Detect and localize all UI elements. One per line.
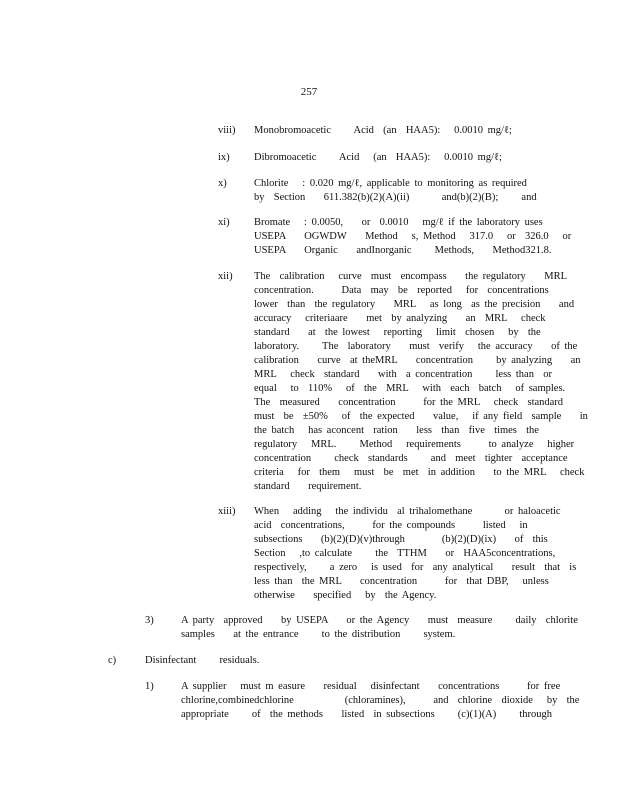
text-line: USEPA OGWDW Method s, Method 317.0 or 326.0 or xyxy=(254,231,572,242)
item-label: xii) xyxy=(218,271,233,282)
text-line: acid concentrations, for the compounds listed in xyxy=(254,520,528,531)
item-text xyxy=(254,216,572,258)
text-line: concentration check standards and meet tighter acceptance xyxy=(254,453,568,464)
text-line: regulatory MRL. Method requirements to analyze higher xyxy=(254,439,575,450)
text-line: A supplier must m easure residual disinfectant concentrations for free xyxy=(181,681,561,692)
item-label: xiii) xyxy=(218,506,236,517)
item-label: x) xyxy=(218,178,227,189)
text-line: Section ,to calculate the TTHM or HAA5concentrations, xyxy=(254,548,556,559)
item-label: 3) xyxy=(145,615,154,626)
item-text xyxy=(254,151,538,165)
item-label: xi) xyxy=(218,217,230,228)
text-line: calibration curve at theMRL concentration by analyzing an xyxy=(254,355,581,366)
text-line: Dibromoacetic Acid (an HAA5): 0.0010 mg/ℓ; xyxy=(254,152,502,163)
item-text xyxy=(181,680,580,722)
text-line: The calibration curve must encompass the regulatory MRL xyxy=(254,271,568,282)
text-line: respectively, a zero is used for any analytical result that is xyxy=(254,562,577,573)
text-line: by Section 611.382(b)(2)(A)(ii) and(b)(2)(B); and xyxy=(254,192,537,203)
item-label: viii) xyxy=(218,125,236,136)
item-text xyxy=(145,654,405,668)
text-line: The measured concentration for the MRL check standard xyxy=(254,397,564,408)
text-line: standard at the lowest reporting limit chosen by the xyxy=(254,327,541,338)
text-line: criteria for them must be met in addition to the MRL check xyxy=(254,467,585,478)
text-line: A party approved by USEPA or the Agency must measure daily chlorite xyxy=(181,615,578,626)
text-line: Monobromoacetic Acid (an HAA5): 0.0010 mg/ℓ; xyxy=(254,125,512,136)
text-line: laboratory. The laboratory must verify the accuracy of the xyxy=(254,341,578,352)
item-text xyxy=(254,505,577,603)
text-line: standard requirement. xyxy=(254,481,362,492)
item-text xyxy=(254,270,588,494)
text-line: appropriate of the methods listed in subsections (c)(1)(A) through xyxy=(181,709,553,720)
page-number: 257 xyxy=(300,86,318,98)
item-label: ix) xyxy=(218,152,230,163)
text-line: otherwise specified by the Agency. xyxy=(254,590,437,601)
item-text xyxy=(254,177,538,205)
text-line: subsections (b)(2)(D)(v)through (b)(2)(D)(ix) of this xyxy=(254,534,548,545)
text-line: the batch has aconcent ration less than five times the xyxy=(254,425,539,436)
text-line: Disinfectant residuals. xyxy=(145,655,260,666)
item-label: c) xyxy=(108,655,117,666)
item-text xyxy=(181,614,578,642)
text-line: MRL check standard with a concentration less than or xyxy=(254,369,552,380)
item-label: 1) xyxy=(145,681,154,692)
item-text xyxy=(254,124,538,138)
text-line: equal to 110% of the MRL with each batch of samples. xyxy=(254,383,566,394)
text-line: lower than the regulatory MRL as long as the precision and xyxy=(254,299,575,310)
text-line: USEPA Organic andInorganic Methods, Method321.8. xyxy=(254,245,552,256)
text-line: less than the MRL concentration for that DBP, unless xyxy=(254,576,549,587)
text-line: concentration. Data may be reported for concentrations xyxy=(254,285,549,296)
text-line: must be ±50% of the expected value, if any field sample in xyxy=(254,411,588,422)
text-line: samples at the entrance to the distribution system. xyxy=(181,629,456,640)
text-line: Chlorite : 0.020 mg/ℓ, applicable to monitoring as required xyxy=(254,178,527,189)
text-line: When adding the individu al trihalomethane or haloacetic xyxy=(254,506,561,517)
text-line: Bromate : 0.0050, or 0.0010 mg/ℓ if the laboratory uses xyxy=(254,217,543,228)
text-line: accuracy criteriaare met by analyzing an MRL check xyxy=(254,313,546,324)
text-line: chlorine,combinedchlorine (chloramines), and chlorine dioxide by the xyxy=(181,695,580,706)
